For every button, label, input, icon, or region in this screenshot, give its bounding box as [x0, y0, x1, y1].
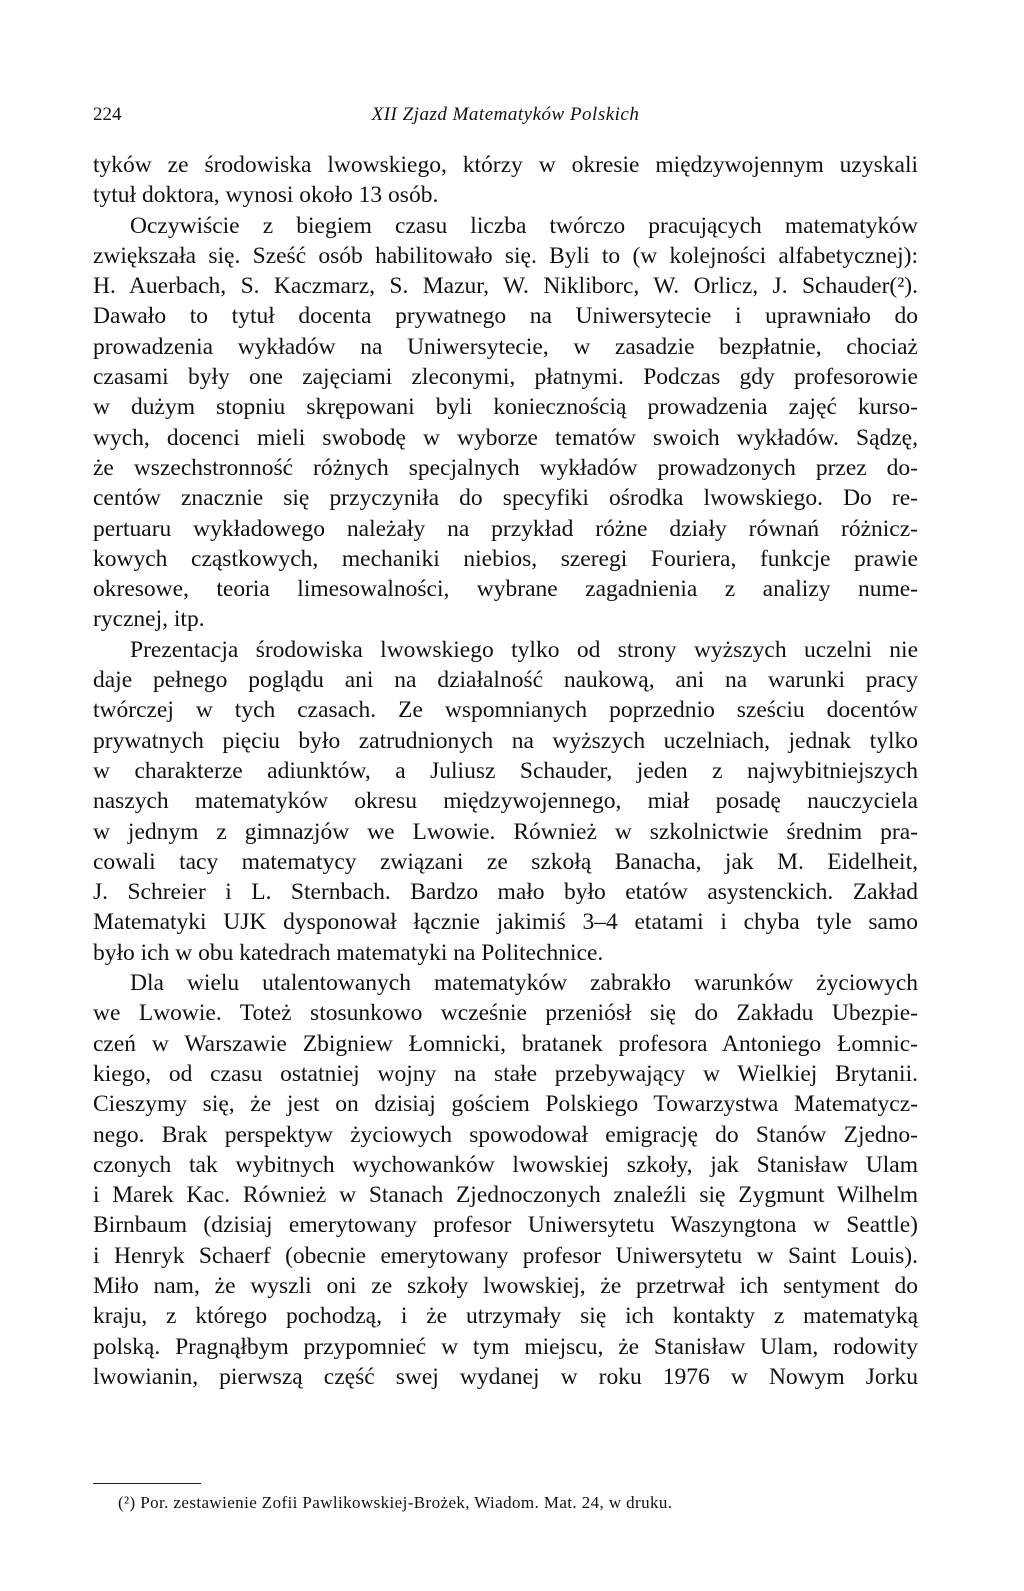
- running-title: XII Zjazd Matematyków Polskich: [371, 104, 640, 125]
- text-line: kowych cząstkowych, mechaniki niebios, szeregi Fouriera, funkcje prawie: [93, 545, 918, 572]
- text-line: czeń w Warszawie Zbigniew Łomnicki, bratanek profesora Antoniego Łomnic-: [93, 1030, 918, 1057]
- text-line: polską. Pragnąłbym przypomnieć w tym miejscu, że Stanisław Ulam, rodowity: [93, 1333, 918, 1360]
- text-line: Prezentacja środowiska lwowskiego tylko od strony wyższych uczelni nie: [130, 636, 918, 663]
- text-line: pertuaru wykładowego należały na przykład różne działy równań różnicz-: [93, 515, 918, 542]
- text-line: okresowe, teoria limesowalności, wybrane zagadnienia z analizy nume-: [93, 576, 918, 603]
- text-line: kiego, od czasu ostatniej wojny na stałe przebywający w Wielkiej Brytanii.: [93, 1060, 918, 1087]
- text-line: prywatnych pięciu było zatrudnionych na wyższych uczelniach, jednak tylko: [93, 727, 918, 754]
- body-text: [93, 150, 918, 1392]
- footnote: (²) Por. zestawienie Zofii Pawlikowskiej-Brożek, Wiadom. Mat. 24, w druku.: [118, 1493, 673, 1512]
- text-line: Cieszymy się, że jest on dzisiaj gościem Polskiego Towarzystwa Matematycz-: [93, 1091, 918, 1118]
- text-line: że wszechstronność różnych specjalnych wykładów prowadzonych przez do-: [93, 454, 918, 481]
- text-line: twórczej w tych czasach. Ze wspomnianych poprzednio sześciu docentów: [93, 697, 918, 724]
- text-line: w jednym z gimnazjów we Lwowie. Również w szkolnictwie średnim pra-: [93, 818, 918, 845]
- text-line: Birnbaum (dzisiaj emerytowany profesor Uniwersytetu Waszyngtona w Seattle): [93, 1212, 918, 1239]
- text-line: rycznej, itp.: [93, 606, 205, 633]
- text-line: daje pełnego poglądu ani na działalność naukową, ani na warunki pracy: [93, 667, 918, 694]
- text-line: J. Schreier i L. Sternbach. Bardzo mało było etatów asystenckich. Zakład: [93, 879, 918, 906]
- text-line: wych, docenci mieli swobodę w wyborze tematów swoich wykładów. Sądzę,: [93, 424, 918, 451]
- text-line: w charakterze adiunktów, a Juliusz Schauder, jeden z najwybitniejszych: [93, 757, 918, 784]
- text-line: we Lwowie. Toteż stosunkowo wcześnie przeniósł się do Zakładu Ubezpie-: [93, 1000, 918, 1027]
- text-line: lwowianin, pierwszą część swej wydanej w roku 1976 w Nowym Jorku: [93, 1363, 918, 1390]
- text-line: kraju, z którego pochodzą, i że utrzymały się ich kontakty z matematyką: [93, 1303, 918, 1330]
- page-number: 224: [93, 104, 122, 125]
- text-line: i Marek Kac. Również w Stanach Zjednoczonych znaleźli się Zygmunt Wilhelm: [93, 1182, 918, 1209]
- text-line: naszych matematyków okresu międzywojennego, miał posadę nauczyciela: [93, 788, 918, 815]
- text-line: tytuł doktora, wynosi około 13 osób.: [93, 182, 439, 209]
- text-line: i Henryk Schaerf (obecnie emerytowany profesor Uniwersytetu w Saint Louis).: [93, 1242, 918, 1269]
- text-line: Dla wielu utalentowanych matematyków zabrakło warunków życiowych: [130, 970, 918, 997]
- text-line: prowadzenia wykładów na Uniwersytecie, w zasadzie bezpłatnie, chociaż: [93, 333, 918, 360]
- footnote-divider: [93, 1483, 201, 1484]
- text-line: tyków ze środowiska lwowskiego, którzy w okresie międzywojennym uzyskali: [93, 152, 918, 178]
- text-line: nego. Brak perspektyw życiowych spowodował emigrację do Stanów Zjedno-: [93, 1121, 918, 1148]
- page-header: [93, 104, 918, 130]
- text-line: czasami były one zajęciami zleconymi, płatnymi. Podczas gdy profesorowie: [93, 364, 918, 391]
- text-line: było ich w obu katedrach matematyki na Politechnice.: [93, 939, 604, 966]
- text-line: H. Auerbach, S. Kaczmarz, S. Mazur, W. Nikliborc, W. Orlicz, J. Schauder(²).: [93, 273, 918, 300]
- text-line: Oczywiście z biegiem czasu liczba twórczo pracujących matematyków: [130, 212, 918, 239]
- text-line: Matematyki UJK dysponował łącznie jakimiś 3–4 etatami i chyba tyle samo: [93, 909, 918, 936]
- text-line: zwiększała się. Sześć osób habilitowało się. Byli to (w kolejności alfabetycznej):: [93, 242, 918, 269]
- text-line: Miło nam, że wyszli oni ze szkoły lwowskiej, że przetrwał ich sentyment do: [93, 1272, 918, 1299]
- text-line: Dawało to tytuł docenta prywatnego na Uniwersytecie i uprawniało do: [93, 303, 918, 330]
- text-line: centów znacznie się przyczyniła do specyfiki ośrodka lwowskiego. Do re-: [93, 485, 918, 512]
- text-line: czonych tak wybitnych wychowanków lwowskiej szkoły, jak Stanisław Ulam: [93, 1151, 918, 1178]
- text-line: w dużym stopniu skrępowani byli koniecznością prowadzenia zajęć kurso-: [93, 394, 918, 421]
- text-line: cowali tacy matematycy związani ze szkołą Banacha, jak M. Eidelheit,: [93, 848, 918, 875]
